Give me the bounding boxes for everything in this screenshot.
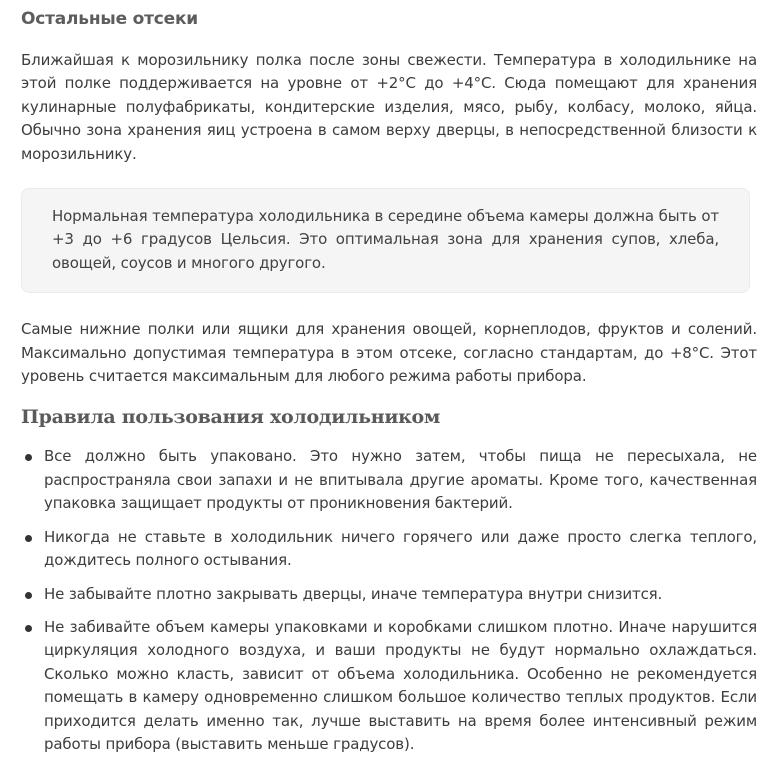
bullet-icon — [25, 625, 32, 632]
section-heading-other-compartments: Остальные отсеки — [21, 9, 199, 29]
paragraph-freshness-shelf: Ближайшая к морозильнику полка после зоны свежести. Температура в холодильнике на этой полке поддерживается на уровне от +2°С до +4°С. Сюда помещают для хранения кулинарные полуфабрикаты, кондитерские изделия, мясо, рыбу, колбасу, молоко, яйца. Обычно зона хранения яиц устроена в самом верху дверцы, в непосредственной близости к морозильнику. — [21, 51, 757, 163]
list-item-text: Не забивайте объем камеры упаковками и коробками слишком плотно. Иначе нарушится циркуляция холодного воздуха, и ваши продукты не будут нормально охлаждаться. Сколько можно класть, зависит от объема холодильника. Особенно не рекомендуется помещать в камеру одновременно слишком большое количество теплых продуктов. Если приходится делать именно так, лучше выставить на время более интенсивный режим работы прибора (выставить меньше градусов). — [44, 617, 757, 753]
bullet-icon — [25, 592, 32, 599]
list-item-text: Никогда не ставьте в холодильник ничего горячего или даже просто слегка теплого, дождитесь полного остывания. — [44, 527, 757, 570]
list-item — [21, 583, 757, 606]
callout-box — [21, 188, 750, 293]
list-item — [21, 445, 757, 515]
paragraph-bottom-shelves: Самые нижние полки или ящики для хранения овощей, корнеплодов, фруктов и солений. Максимально допустимая температура в этом отсеке, согласно стандартам, до +8°С. Этот уровень считается максимальным для любого режима работы прибора. — [21, 320, 757, 386]
callout-text: Нормальная температура холодильника в середине объема камеры должна быть от +3 до +6 градусов Цельсия. Это оптимальная зона для хранения супов, хлеба, овощей, соусов и многого другого. — [52, 207, 719, 272]
list-item — [21, 526, 757, 573]
rules-list — [21, 445, 757, 756]
bullet-icon — [25, 454, 32, 461]
bullet-icon — [25, 535, 32, 542]
section-heading-usage-rules: Правила пользования холодильником — [21, 406, 441, 429]
list-item-text: Все должно быть упаковано. Это нужно затем, чтобы пища не пересыхала, не распространяла свои запахи и не впитывала другие ароматы. Кроме того, качественная упаковка защищает продукты от проникновения бактерий. — [44, 447, 757, 513]
list-item-text: Не забывайте плотно закрывать дверцы, иначе температура внутри снизится. — [44, 584, 663, 603]
list-item — [21, 616, 757, 756]
